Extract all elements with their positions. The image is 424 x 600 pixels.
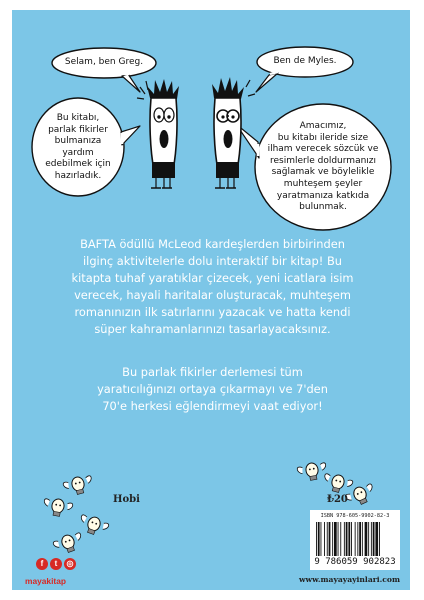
barcode-bar (321, 522, 322, 556)
barcode-bar (344, 522, 345, 556)
twitter-icon: t (50, 558, 62, 570)
barcode-bar (316, 522, 317, 556)
barcode-bar (357, 522, 358, 556)
barcode-bar (362, 522, 363, 556)
barcode-bar (368, 522, 369, 556)
barcode-bar (338, 522, 339, 556)
barcode-bar (379, 522, 380, 556)
light-bulb-icon (77, 513, 110, 539)
light-bulb-icon (62, 474, 94, 498)
description-paragraph-1: BAFTA ödüllü McLeod kardeşlerden birbirinden ilginç aktivitelerle dolu interaktif bir kitap! Bu kitapta tuhaf yaratıklar çizecek, yeni icatlara isim verecek, hayali haritalar oluşturacak, muhteşem romanınızın ilk satırlarını yazacak ve hatta kendi süper kahramanlarınızı tasarlayacaksınız. (71, 237, 354, 336)
barcode-bar (340, 522, 341, 556)
barcode-bar (346, 522, 348, 556)
price-label: ₺20 (327, 494, 348, 505)
barcode-bar (359, 522, 361, 556)
isbn-text: ISBN 978-605-9902-82-3 (320, 513, 390, 519)
greg-speech-text: Bu kitabı, parlak fikirler bulmanıza yardım edebilmek için hazırladık. (45, 113, 111, 181)
barcode-bar (371, 522, 372, 556)
barcode-bar (348, 522, 350, 556)
barcode-bar (355, 522, 356, 556)
facebook-icon: f (36, 558, 48, 570)
book-back-cover (12, 10, 410, 590)
barcode-bar (332, 522, 333, 556)
barcode-bar (373, 522, 375, 556)
greg-intro-bubble (52, 48, 156, 92)
light-bulb-icon (297, 461, 328, 483)
barcode-panel (310, 510, 400, 570)
light-bulb-icon (42, 497, 73, 519)
myles-intro-bubble (256, 47, 353, 92)
barcode-bar (329, 522, 331, 556)
barcode-graphic (316, 522, 396, 556)
barcode-bar (375, 522, 378, 556)
publisher-website: www.mayayayinlari.com (299, 575, 400, 584)
greg-intro-text: Selam, ben Greg. (64, 57, 144, 67)
light-bulb-icon (322, 472, 354, 496)
myles-intro-text: Ben de Myles. (273, 56, 337, 66)
myles-character (212, 77, 244, 188)
myles-surprise-marks (246, 80, 255, 96)
barcode-bar (327, 522, 328, 556)
publisher-logo: mayakitap (25, 576, 66, 586)
genre-label: Hobi (113, 494, 140, 505)
barcode-bar (334, 522, 337, 556)
light-bulb-icon (52, 531, 85, 557)
barcode-bar (351, 522, 352, 556)
instagram-icon: ◎ (64, 558, 76, 570)
myles-speech-text: Amacımız, bu kitabı ileride size ilham verecek sözcük ve resimlerle doldurmanızı sağlamak ve böylelikle muhteşem şeyler yaratmanıza katkıda bulunmak. (267, 121, 379, 213)
barcode-bar (324, 522, 325, 556)
description-paragraph-2: Bu parlak fikirler derlemesi tüm yaratıcılığınızı ortaya çıkarmayı ve 7'den 70'e herkesi eğlendirmeyi vaat ediyor! (97, 365, 328, 413)
barcode-digits: 9 786059 902823 (314, 557, 396, 567)
barcode-bar (318, 522, 320, 556)
barcode-bar (365, 522, 368, 556)
greg-character (147, 79, 179, 188)
